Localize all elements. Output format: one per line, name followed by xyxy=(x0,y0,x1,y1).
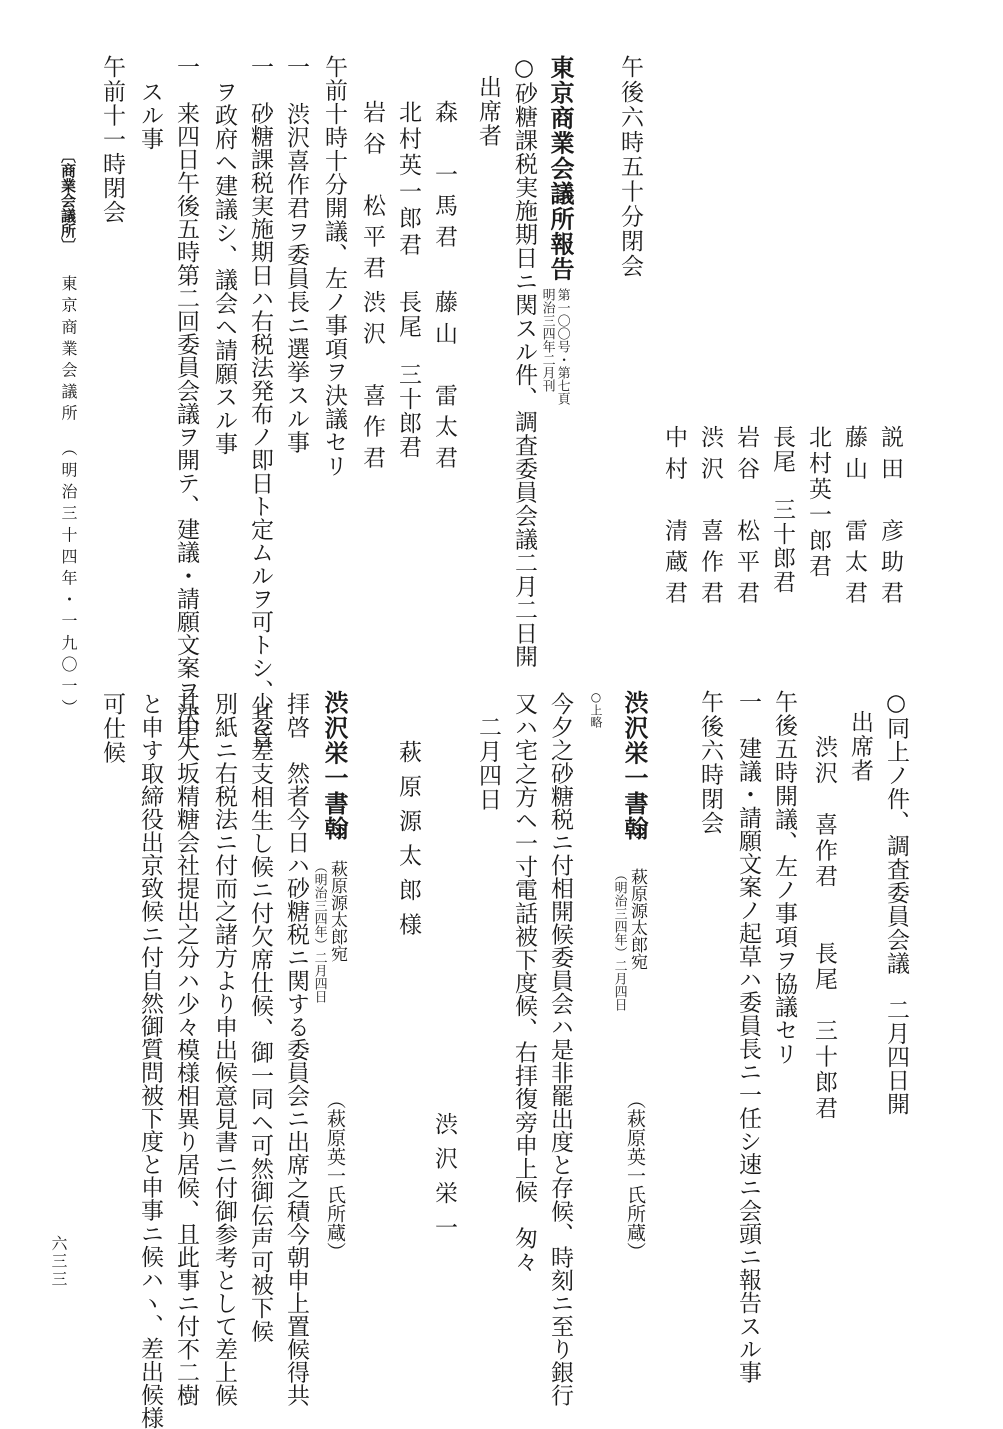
letter-date-line: 二月四日 xyxy=(475,715,501,812)
letter-title: 渋沢栄一書翰 xyxy=(320,690,349,842)
attendees: 渋沢 喜作君 長尾 三十郎君 xyxy=(811,735,837,1122)
letter-sender: 渋沢栄一 xyxy=(431,1112,457,1250)
name-entry: 北村英一郎君 xyxy=(805,425,831,580)
attendee: 藤山 雷太君 xyxy=(431,290,457,477)
letter-date: （明治三四年）二月四日 xyxy=(311,860,327,1003)
letter-collection: （萩原英一氏所蔵） xyxy=(324,1090,346,1261)
resolution-line: 一 渋沢喜作君ヲ委員長ニ選挙スル事 xyxy=(283,55,309,454)
closing-time: 午前十一時閉会 xyxy=(99,55,125,225)
resolution-line: 一 砂糖課税実施期日ハ右税法発布ノ即日ト定ムルヲ可トシ、其旨 xyxy=(247,55,273,749)
attendee: 長尾 三十郎君 xyxy=(395,290,421,460)
letter-addressee: 萩原源太郎宛 xyxy=(327,860,347,962)
omission-note: ○上略 xyxy=(589,690,603,728)
resolution-line: スル事 xyxy=(137,80,163,151)
letter-body-line: 少々差支相生し候ニ付欠席仕候、御一同ヘ可然御伝声可被下候 xyxy=(247,692,273,1343)
letter-body-line: 其中大坂精糖会社提出之分ハ少々模様相異り居候、且此事ニ付不二樹 xyxy=(173,692,199,1407)
resolution-line: 一 来四日午後五時第二回委員会議ヲ開テ、建議・請願文案ヲ決定 xyxy=(173,55,199,749)
closing-time: 午後六時五十分閉会 xyxy=(617,55,643,279)
item-title: ○同上ノ件、調査委員会議 二月四日開 xyxy=(883,690,909,1116)
opening-line: 午後五時開議、左ノ事項ヲ協議セリ xyxy=(771,690,797,1066)
heading-source-1: 第一〇〇号・第七頁 xyxy=(554,288,570,405)
name-entry: 長尾 三十郎君 xyxy=(769,425,795,595)
source-label: 〔商業会議所〕 xyxy=(59,148,77,253)
letter-date: （明治三四年）二月四日 xyxy=(611,868,627,1011)
letter-body-line: と申す取締役出京致候ニ付自然御質問被下度と申事ニ候ハヽ、差出候様 xyxy=(137,692,163,1429)
resolution-line: ヲ政府ヘ建議シ、議会ヘ請願スル事 xyxy=(211,80,237,456)
attendees-label: 出席者 xyxy=(847,710,873,783)
letter-title: 渋沢栄一書翰 xyxy=(620,690,649,842)
letter-body-line: 今夕之砂糖税ニ付相開候委員会ハ是非罷出度と存候、時刻ニ至り銀行 xyxy=(547,692,573,1407)
name-entry: 岩谷 松平君 xyxy=(733,425,759,612)
letter-collection: （萩原英一氏所蔵） xyxy=(624,1090,646,1261)
resolution-line: 一 建議・請願文案ノ起草ハ委員長ニ一任シ速ニ会頭ニ報告スル事 xyxy=(735,690,761,1384)
closing-time: 午後六時閉会 xyxy=(697,690,723,835)
report-heading: 東京商業会議所報告 xyxy=(546,55,575,282)
name-entry: 渋沢 喜作君 xyxy=(697,425,723,612)
attendees-label: 出席者 xyxy=(475,75,501,148)
name-entry: 中村 清蔵君 xyxy=(661,425,687,612)
attendee: 渋沢 喜作君 xyxy=(359,290,385,477)
attendee: 岩谷 松平君 xyxy=(359,100,385,287)
page-number: 六三三 xyxy=(49,1235,68,1288)
source-detail: 東京商業会議所 （明治三十四年・一九〇一） xyxy=(59,275,78,721)
attendee: 北村英一郎君 xyxy=(395,100,421,259)
letter-body-line: 可仕候 xyxy=(99,692,125,765)
letter-body-line: 拝啓 然者今日ハ砂糖税ニ関する委員会ニ出席之積今朝申上置候得共 xyxy=(283,692,309,1407)
attendee: 森 一馬君 xyxy=(431,100,457,256)
letter-addressee: 萩原源太郎宛 xyxy=(627,868,647,970)
letter-body-line: 又ハ宅之方ヘ一寸電話被下度候、右拝復旁申上候 匆々 xyxy=(511,692,537,1273)
heading-source-2: 明治三四年二月刊 xyxy=(539,288,555,392)
letter-recipient: 萩原源太郎様 xyxy=(395,740,421,947)
name-entry: 説田 彦助君 xyxy=(877,425,903,612)
opening-line: 午前十時十分開議、左ノ事項ヲ決議セリ xyxy=(321,55,347,478)
item-title: ○砂糖課税実施期日ニ関スル件、調査委員会議二月二日開 xyxy=(511,55,537,668)
letter-body-line: 別紙ニ右税法ニ付而之諸方より申出候意見書ニ付御参考として差上候 xyxy=(211,692,237,1407)
name-entry: 藤山 雷太君 xyxy=(841,425,867,612)
